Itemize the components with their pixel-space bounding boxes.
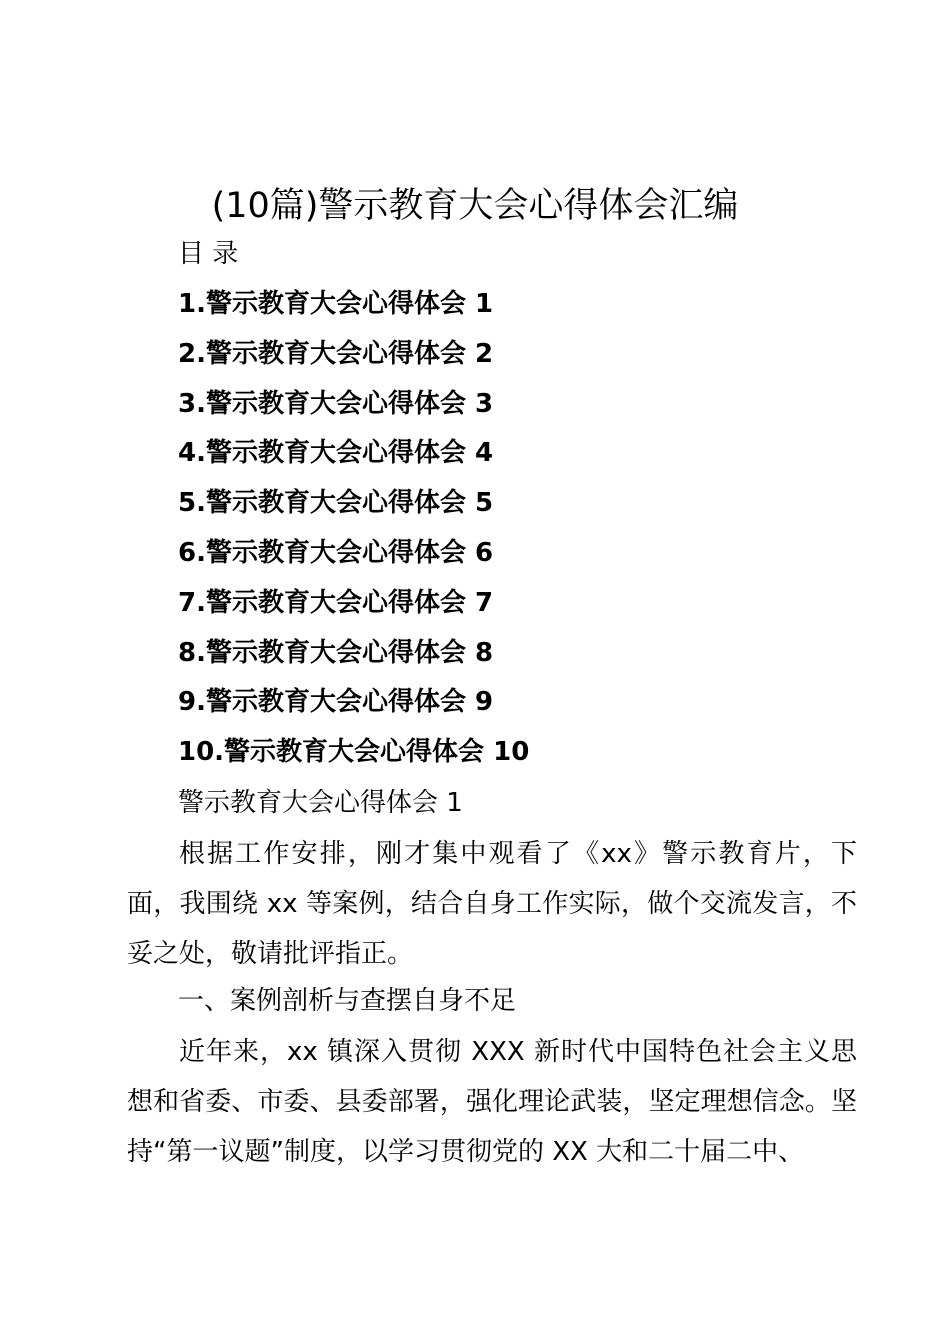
- toc-item: 1.警示教育大会心得体会 1: [178, 289, 494, 319]
- toc-item: 7.警示教育大会心得体会 7: [178, 587, 494, 618]
- toc-item: 8.警示教育大会心得体会 8: [178, 637, 494, 668]
- table-of-contents: [178, 286, 529, 784]
- body-paragraph: 根据工作安排，刚才集中观看了《xx》警示教育片，下面，我围绕 xx 等案例，结合自身工作实际，做个交流发言，不妥之处，敬请批评指正。: [127, 839, 857, 969]
- toc-item: 6.警示教育大会心得体会 6: [178, 537, 494, 568]
- toc-item: 10.警示教育大会心得体会 10: [178, 737, 530, 768]
- subsection-heading: 一、案例剖析与查摆自身不足: [178, 986, 517, 1016]
- toc-item: 2.警示教育大会心得体会 2: [178, 338, 494, 369]
- section-title: 警示教育大会心得体会 1: [178, 788, 463, 818]
- toc-item: 3.警示教育大会心得体会 3: [178, 388, 494, 419]
- toc-item: 5.警示教育大会心得体会 5: [178, 488, 494, 519]
- body-paragraph: 近年来，xx 镇深入贯彻 XXX 新时代中国特色社会主义思想和省委、市委、县委部署，强化理论武装，坚定理想信念。坚持“第一议题”制度，以学习贯彻党的 XX 大和二十届二中、: [127, 1037, 857, 1167]
- toc-item: 4.警示教育大会心得体会 4: [178, 438, 494, 469]
- toc-item: 9.警示教育大会心得体会 9: [178, 687, 494, 718]
- document-title: (10篇)警示教育大会心得体会汇编: [211, 186, 739, 226]
- toc-heading: 目 录: [178, 239, 239, 269]
